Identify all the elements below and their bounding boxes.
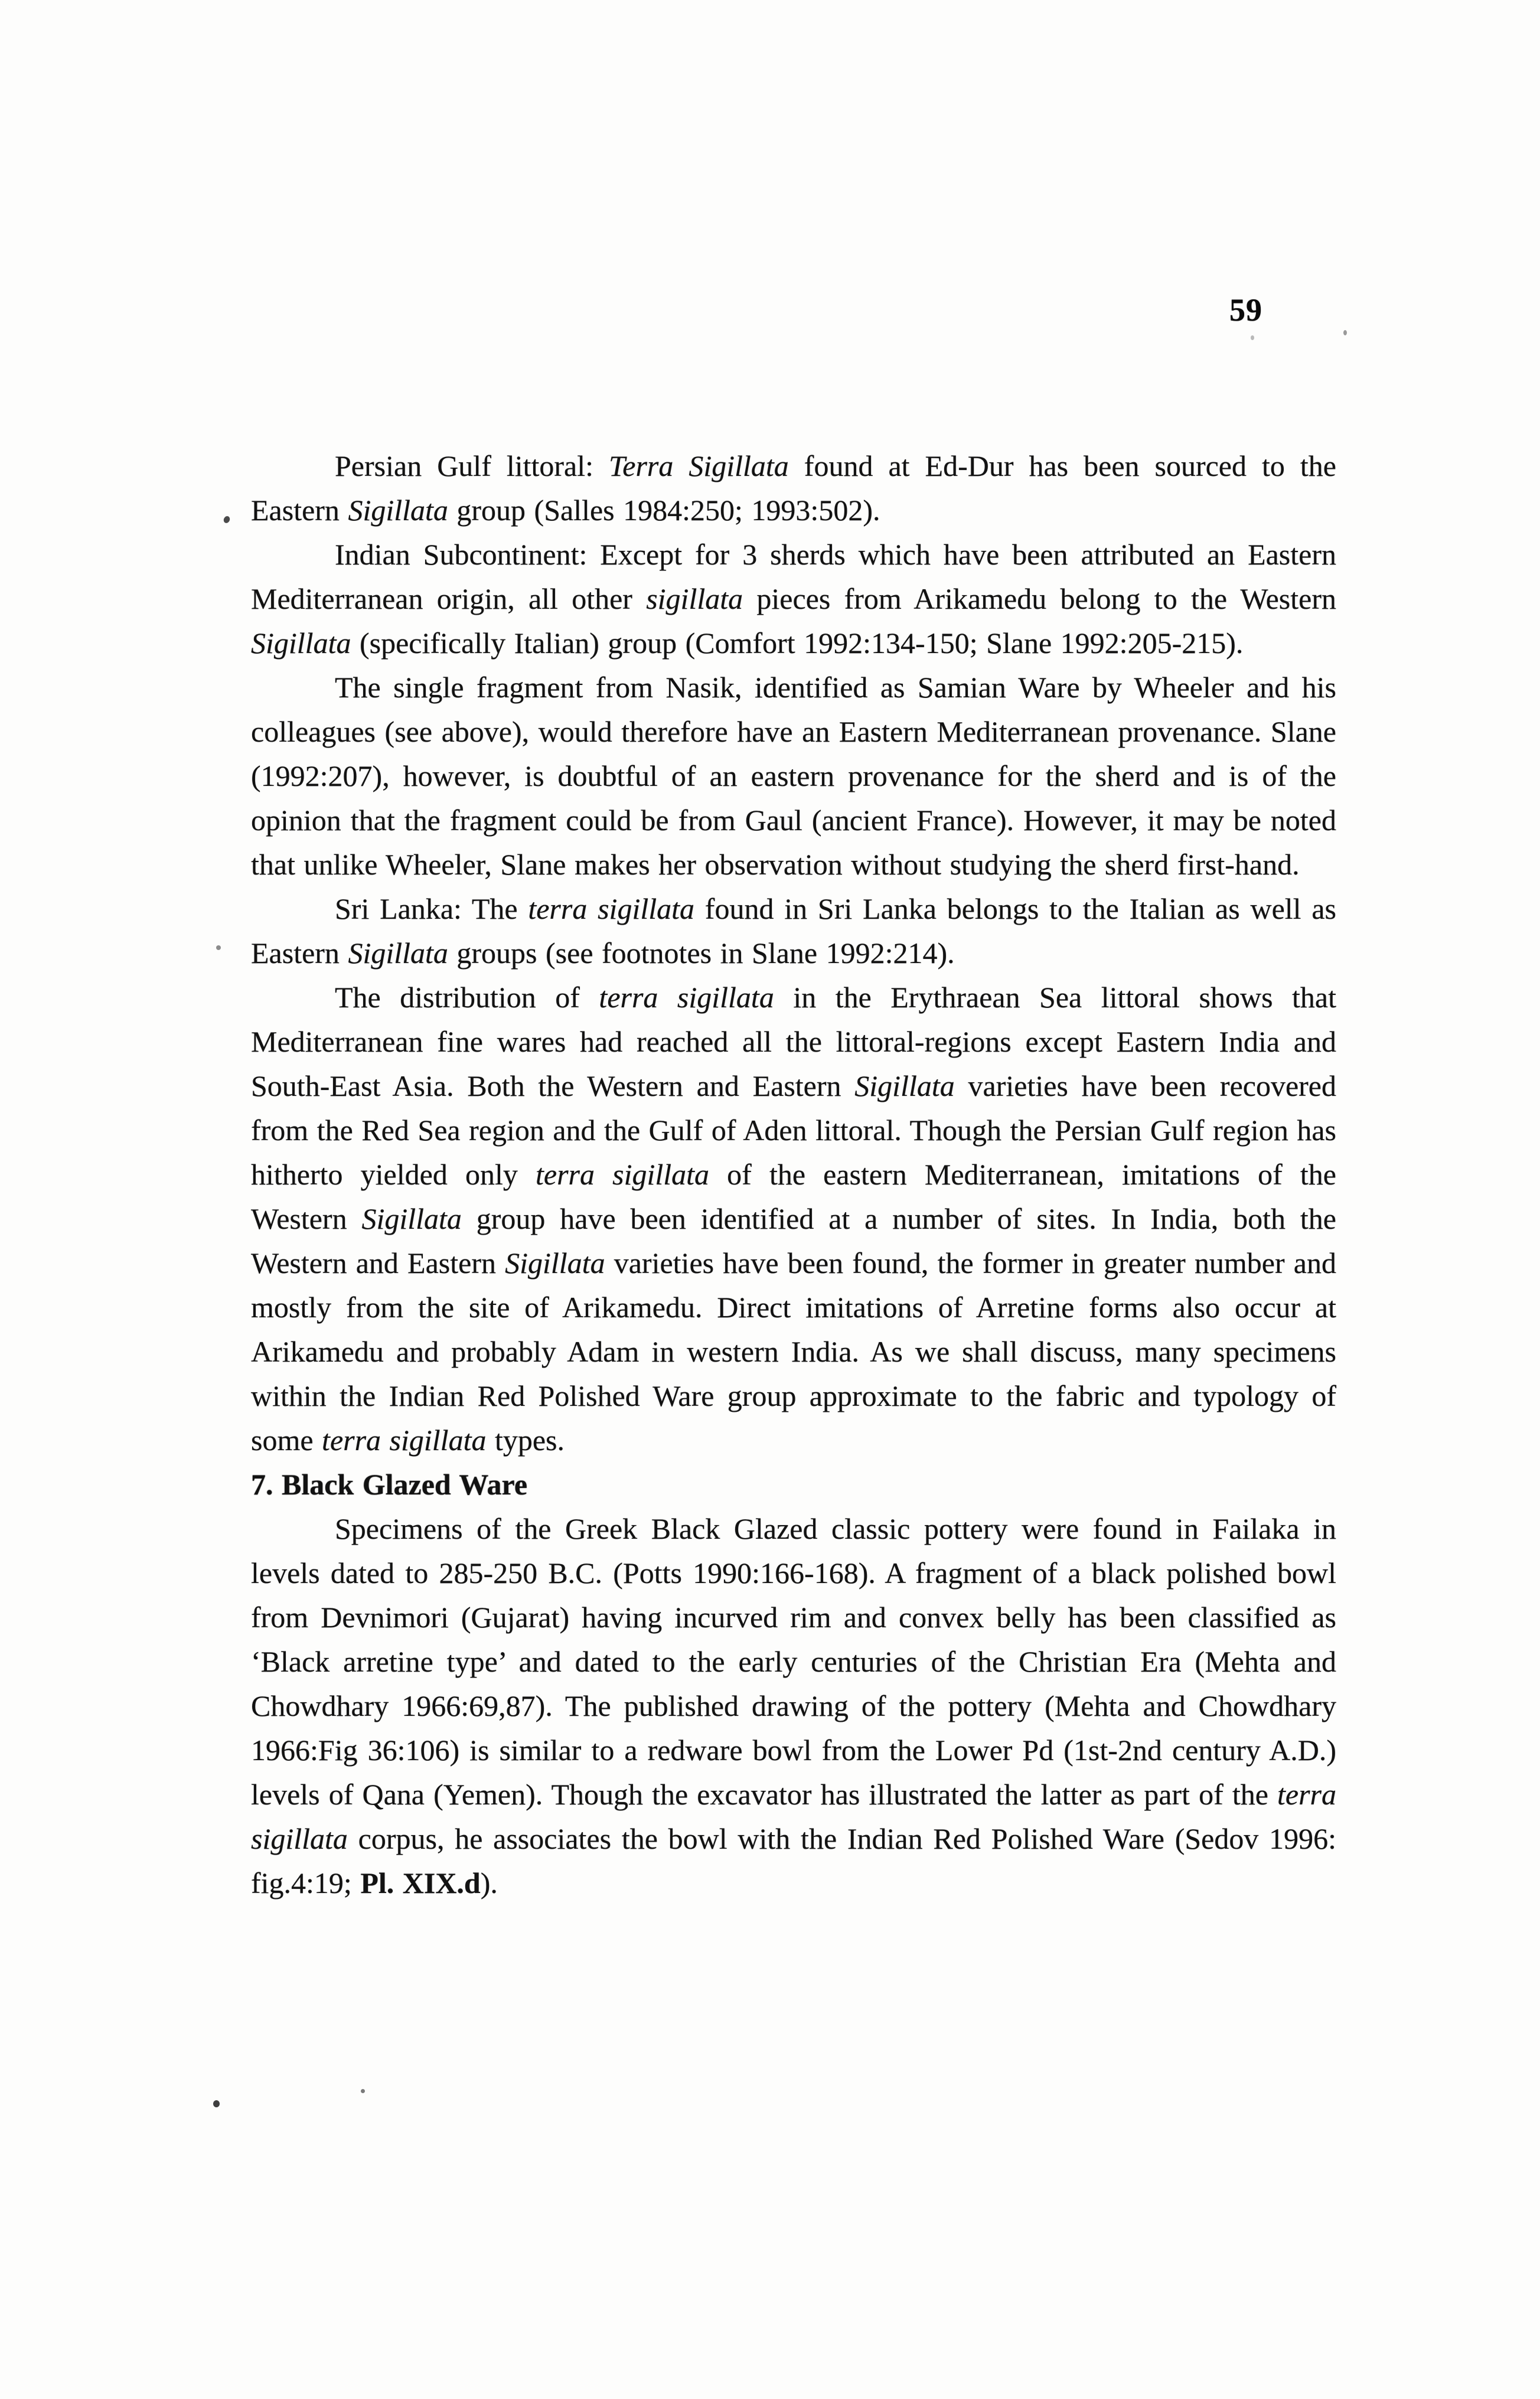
text-run: Sigillata: [505, 1246, 605, 1280]
text-run: in the Erythraean Sea littoral shows that Mediterranean fine wares had reached all the littoral-regions except Eastern India and South-East Asia. Both the Western and Eastern: [251, 981, 1337, 1102]
text-run: The distribution of: [335, 981, 599, 1014]
scan-speck: [213, 2100, 220, 2107]
text-run: ).: [480, 1866, 498, 1899]
paragraph-5: [251, 975, 1336, 1463]
text-run: The single fragment from Nasik, identified as Samian Ware by Wheeler and his colleagues (see above), would therefore have an Eastern Mediterranean provenance. Slane (1992:207), however, is doubtful of an eastern provenance for the sherd and is of the opinion that the fragment could be from Gaul (ancient France). However, it may be noted that unlike Wheeler, Slane makes her observation without studying the sherd first-hand.: [251, 671, 1336, 881]
paragraph-7: [251, 1507, 1336, 1905]
text-run: pieces from Arikamedu belong to the Western: [743, 582, 1336, 615]
text-run: terra sigillata: [251, 1778, 1336, 1855]
text-run: group have been identified at a number of sites. In India, both the Western and Eastern: [251, 1202, 1336, 1280]
scan-speck: [1251, 335, 1254, 340]
paragraph-3: [251, 665, 1336, 887]
text-run: terra sigillata: [528, 892, 695, 925]
text-run: types.: [486, 1424, 565, 1457]
text-run: sigillata: [646, 582, 743, 615]
text-run: Sri Lanka: The: [335, 892, 528, 925]
text-run: terra sigillata: [535, 1158, 710, 1191]
text-run: found at Ed-Dur has been sourced to the Eastern: [251, 449, 1336, 527]
scan-speck: [1343, 330, 1347, 335]
text-run: (specifically Italian) group (Comfort 1992:134-150; Slane 1992:205-215).: [351, 626, 1244, 660]
scan-speck: [223, 515, 231, 524]
scan-speck: [361, 2089, 365, 2093]
scan-speck: [216, 945, 221, 950]
text-run: varieties have been found, the former in greater number and mostly from the site of Arikamedu. Direct imitations of Arretine forms also occur at Arikamedu and probably Adam in western India. As we shall discuss, many specimens within the Indian Red Polished Ware group approximate to the fabric and typology of some: [251, 1246, 1336, 1457]
text-run: groups (see footnotes in Slane 1992:214).: [448, 936, 955, 970]
paragraph-4: [251, 887, 1336, 975]
paragraph-2: [251, 533, 1336, 665]
text-run: Persian Gulf littoral:: [335, 449, 609, 482]
text-run: Sigillata: [348, 936, 448, 970]
text-run: Sigillata: [361, 1202, 462, 1235]
text-run: Sigillata: [251, 626, 351, 660]
paragraph-1: [251, 444, 1336, 533]
text-run: terra sigillata: [599, 981, 774, 1014]
page-number: 59: [1229, 292, 1262, 328]
text-run: varieties have been recovered from the Red Sea region and the Gulf of Aden littoral. Though the Persian Gulf region has hitherto yielded only: [251, 1069, 1336, 1191]
text-run: of the eastern Mediterranean, imitations of the Western: [251, 1158, 1336, 1235]
text-run: terra sigillata: [322, 1424, 487, 1457]
text-run: Sigillata: [854, 1069, 955, 1102]
text-run: Terra Sigillata: [609, 449, 789, 482]
text-run: Sigillata: [348, 494, 448, 527]
text-run: Pl. XIX.d: [360, 1866, 481, 1899]
text-run: Specimens of the Greek Black Glazed classic pottery were found in Failaka in levels dated to 285-250 B.C. (Potts 1990:166-168). A fragment of a black polished bowl from Devnimori (Gujarat) having incurved rim and convex belly has been classified as ‘Black arretine type’ and dated to the early centuries of the Christian Era (Mehta and Chowdhary 1966:69,87). The published drawing of the pottery (Mehta and Chowdhary 1966:Fig 36:106) is similar to a redware bowl from the Lower Pd (1st-2nd century A.D.) levels of Qana (Yemen). Though the excavator has illustrated the latter as part of the: [251, 1512, 1336, 1811]
text-run: Indian Subcontinent: Except for 3 sherds which have been attributed an Eastern Mediterranean origin, all other: [251, 538, 1336, 615]
heading-6: [251, 1463, 1336, 1507]
text-run: found in Sri Lanka belongs to the Italian as well as Eastern: [251, 892, 1336, 970]
text-run: group (Salles 1984:250; 1993:502).: [448, 494, 880, 527]
text-run: 7. Black Glazed Ware: [251, 1468, 528, 1501]
text-run: corpus, he associates the bowl with the Indian Red Polished Ware (Sedov 1996: fig.4:19;: [251, 1822, 1336, 1899]
text-block: [251, 444, 1336, 1905]
